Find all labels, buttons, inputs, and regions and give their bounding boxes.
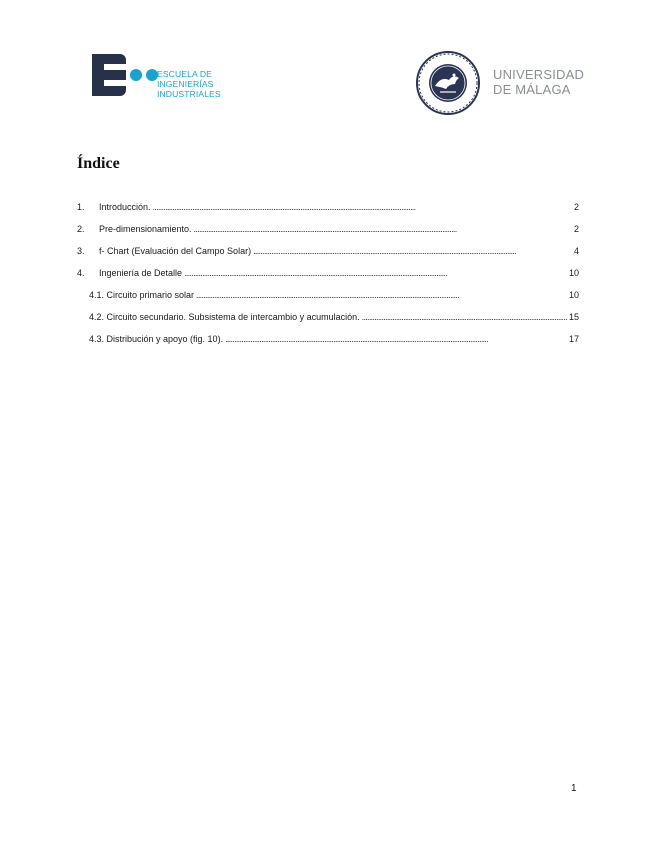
university-seal-icon: [415, 50, 481, 116]
eii-logo-dot-1: [130, 69, 142, 81]
toc-dot-leader: [153, 202, 572, 212]
toc-entry-number: 1.: [77, 202, 85, 212]
toc-dot-leader: [253, 246, 572, 256]
toc-entry-introduccion[interactable]: [77, 202, 579, 224]
toc-entry-number: 4.: [77, 268, 85, 278]
toc-dot-leader: [194, 224, 572, 234]
toc-dot-leader: [362, 312, 567, 322]
university-name-line-2: DE MÁLAGA: [493, 82, 571, 97]
toc-entry-number: 2.: [77, 224, 85, 234]
toc-dot-leader: [196, 290, 567, 300]
toc-entry-page: 4: [573, 246, 579, 256]
toc-entry-number: 3.: [77, 246, 85, 256]
toc-dot-leader: [184, 268, 567, 278]
toc-dot-leader: [225, 334, 567, 344]
school-name: [157, 69, 221, 99]
toc-entry-page: 2: [573, 224, 579, 234]
toc-entry-distribucion-apoyo[interactable]: [77, 334, 579, 356]
toc-entry-page: 10: [568, 268, 579, 278]
school-name-line-3: INDUSTRIALES: [157, 89, 221, 99]
university-name: [493, 67, 584, 97]
toc-entry-label: Pre-dimensionamiento.: [99, 224, 192, 234]
school-name-line-2: INGENIERÍAS: [157, 79, 214, 89]
page-title: Índice: [77, 155, 120, 172]
toc-entry-f-chart[interactable]: [77, 246, 579, 268]
toc-entry-label: 4.2. Circuito secundario. Subsistema de intercambio y acumulación.: [89, 312, 360, 322]
school-name-line-1: ESCUELA DE: [157, 69, 212, 79]
toc-entry-label: f- Chart (Evaluación del Campo Solar): [99, 246, 252, 256]
toc-entry-circuito-secundario[interactable]: [77, 312, 579, 334]
toc-entry-page: 15: [568, 312, 579, 322]
toc-entry-predimensionamiento[interactable]: [77, 224, 579, 246]
toc-entry-page: 10: [568, 290, 579, 300]
toc-entry-label: Introducción.: [99, 202, 151, 212]
toc-entry-label: Ingeniería de Detalle: [99, 268, 183, 278]
toc-entry-label: 4.1. Circuito primario solar: [89, 290, 195, 300]
toc-entry-label: 4.3. Distribución y apoyo (fig. 10).: [89, 334, 224, 344]
eii-logo-e-shape: [92, 54, 126, 96]
toc-entry-ingenieria-detalle[interactable]: [77, 268, 579, 290]
toc-entry-circuito-primario[interactable]: [77, 290, 579, 312]
toc-entry-page: 2: [573, 202, 579, 212]
page-number: 1: [571, 783, 577, 794]
table-of-contents: [77, 202, 579, 356]
university-name-line-1: UNIVERSIDAD: [493, 67, 585, 82]
toc-entry-page: 17: [568, 334, 579, 344]
